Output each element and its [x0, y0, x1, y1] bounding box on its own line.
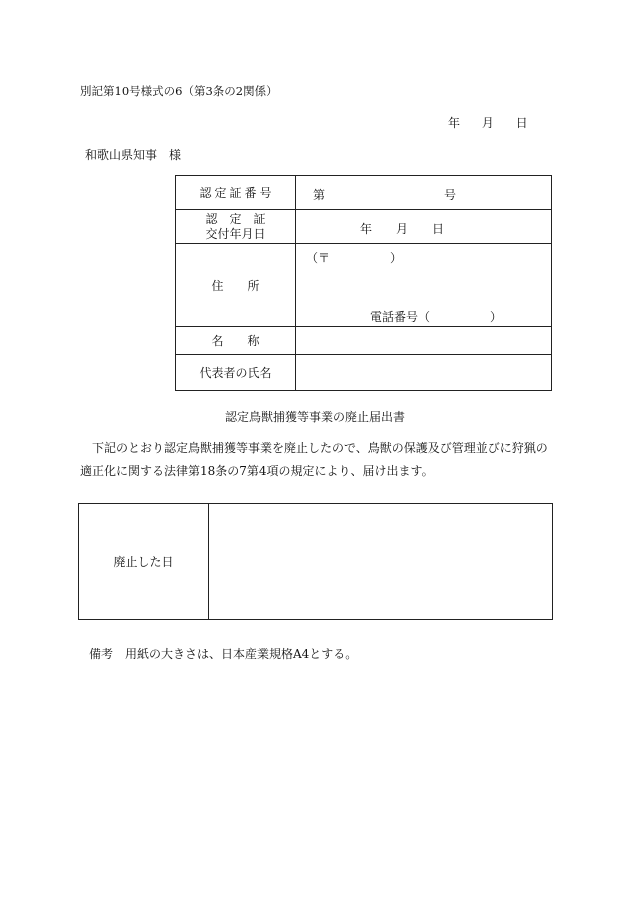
representative-field[interactable] — [296, 355, 552, 391]
cert-number-suffix: 号 — [444, 188, 457, 202]
certificate-table — [175, 175, 552, 391]
abolition-table — [78, 503, 553, 620]
address-row — [176, 244, 552, 327]
address-field[interactable] — [296, 244, 552, 327]
representative-row — [176, 355, 552, 391]
cert-number-prefix: 第 — [313, 188, 326, 202]
form-title: 認定鳥獣捕獲等事業の廃止届出書 — [224, 410, 405, 424]
phone-number: 電話番号（ ） — [370, 310, 503, 324]
note: 備考 用紙の大きさは、日本産業規格A4とする。 — [89, 647, 358, 661]
name-field[interactable] — [296, 327, 552, 355]
body-text: 下記のとおり認定鳥獣捕獲等事業を廃止したので、鳥獣の保護及び管理並びに狩猟の適正化に関する法律第18条の7第4項の規定により、届け出ます。 — [80, 441, 548, 478]
issue-date-value: 年 月 日 — [360, 222, 445, 236]
abolition-date-row — [79, 504, 553, 620]
cert-number-label: 認定証番号 — [176, 176, 296, 210]
issue-date-row — [176, 210, 552, 244]
abolition-date-field[interactable] — [209, 504, 553, 620]
name-row — [176, 327, 552, 355]
cert-number-row — [176, 176, 552, 210]
postal-code: （〒 ） — [306, 251, 403, 265]
submission-date: 年 月 日 — [448, 116, 528, 130]
form-number: 別記第10号様式の6（第3条の2関係） — [80, 84, 278, 98]
addressee: 和歌山県知事 様 — [85, 148, 182, 162]
name-label: 名 称 — [176, 327, 296, 355]
representative-label: 代表者の氏名 — [176, 355, 296, 391]
issue-date-field[interactable] — [296, 210, 552, 244]
cert-number-field[interactable] — [296, 176, 552, 210]
address-label: 住 所 — [176, 244, 296, 327]
abolition-date-label: 廃止した日 — [79, 504, 209, 620]
issue-date-label: 認 定 証 交付年月日 — [176, 210, 296, 244]
